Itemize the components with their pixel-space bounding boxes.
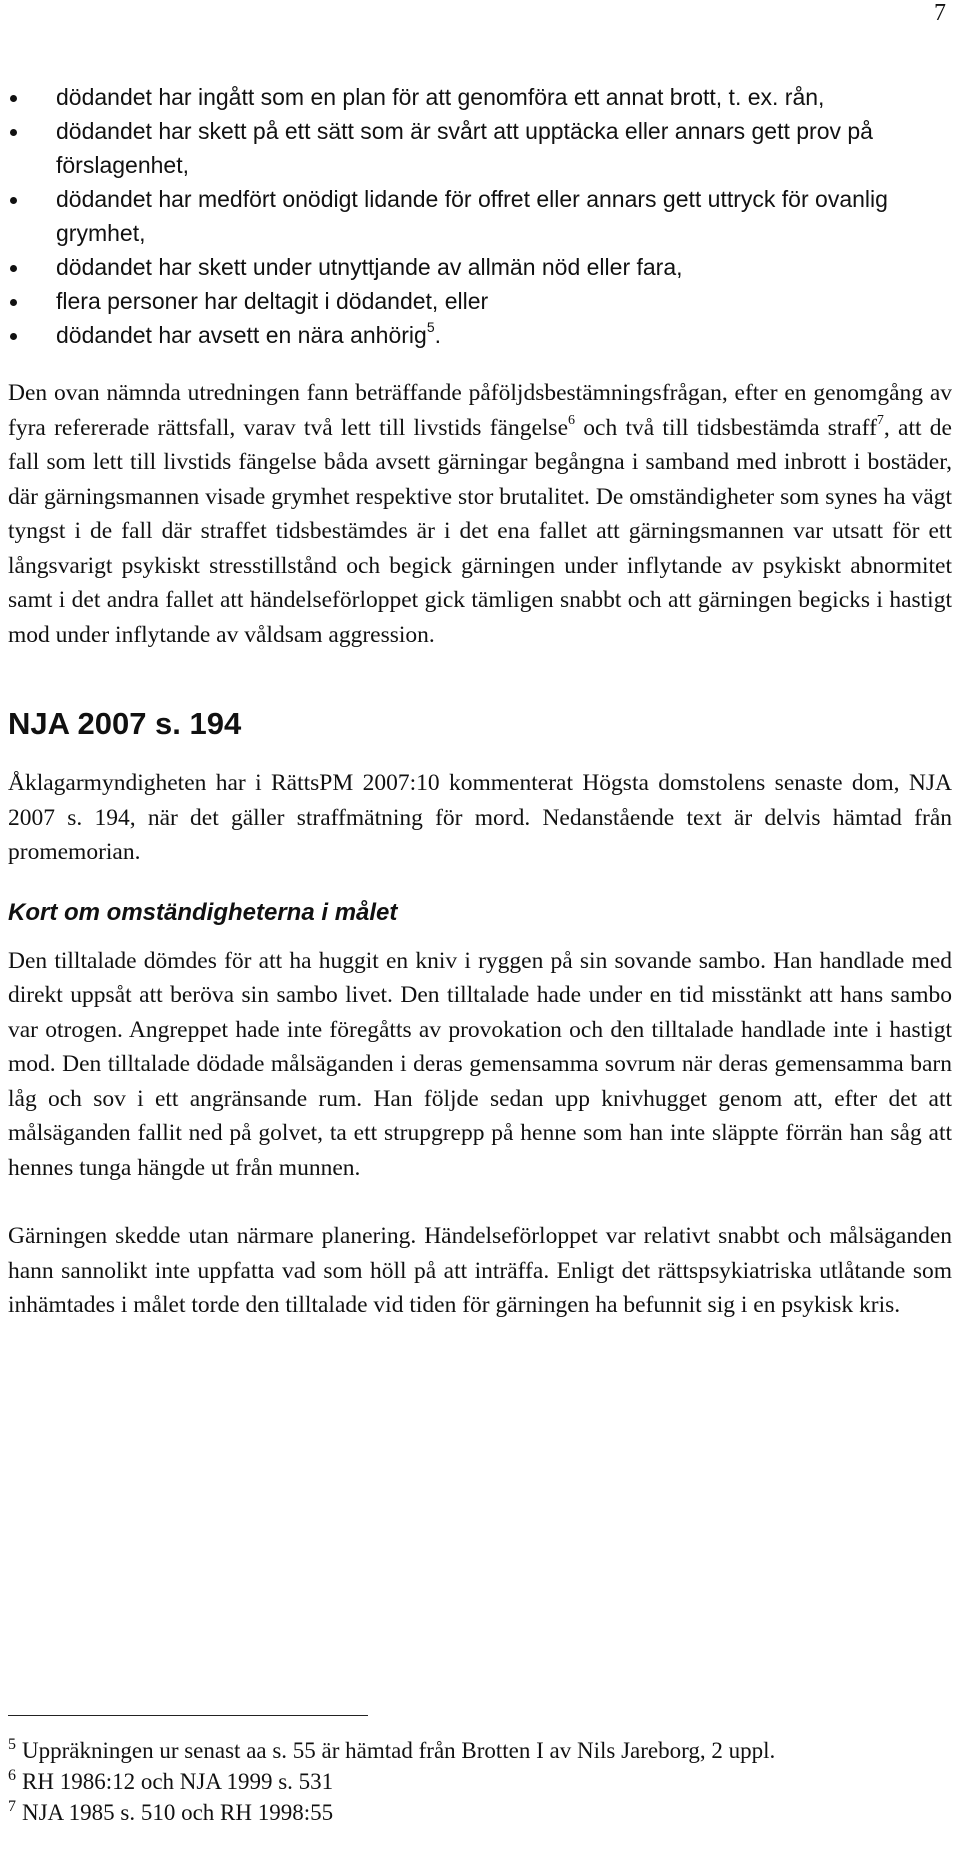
bullet-list: [8, 80, 952, 352]
footnote: $^5$ Uppräkningen ur senast aa s. 55 är hämtad från Brotten I av Nils Jareborg, 2 uppl.: [8, 1736, 776, 1763]
list-item: flera personer har deltagit i dödandet, eller: [8, 284, 952, 318]
list-item: dödandet har ingått som en plan för att genomföra ett annat brott, t. ex. rån,: [8, 80, 952, 114]
case-heading: NJA 2007 s. 194: [8, 706, 242, 741]
footnote-ref-6: 6: [568, 412, 575, 428]
list-item: dödandet har skett på ett sätt som är svårt att upptäcka eller annars gett prov på förslagenhet,: [8, 114, 952, 182]
page-number: 7: [934, 0, 946, 26]
section-subheading: Kort om omständigheterna i målet: [8, 898, 398, 926]
footnote-ref-5: 5: [426, 319, 435, 336]
footnote-divider: [8, 1715, 368, 1716]
footnotes: [8, 1735, 952, 1828]
footnote-ref-7: 7: [876, 412, 884, 428]
document-body: [8, 80, 952, 1323]
list-item: dödandet har skett under utnyttjande av allmän nöd eller fara,: [8, 250, 952, 284]
paragraph-verdict-analysis: Den ovan nämnda utredningen fann beträffande påföljdsbestämningsfrågan, efter en genomgång av fyra refererade rättsfall, varav två lett till livstids fängelse$^6$ och två till tidsbestämda straff$^7$, att de fall som lett till livstids fängelse båda avsett gärningar begångna i samband med inbrott i bostäder, där gärningsmannen visade grymhet respektive stor brutalitet. De omständigheter som synes ha vägt tyngst i de fall där straffet tidsbestämdes är i det ena fallet att gärningsmannen var utsatt för ett långsvarigt psykiskt stresstillstånd och begick gärningen under inflytande av psykiskt abnormitet samt i det andra fallet att händelseförloppet gick tämligen snabbt och att gärningen begicks i hastigt mod under inflytande av våldsam aggression.: [8, 380, 952, 648]
paragraph-planning: Gärningen skedde utan närmare planering. Händelseförloppet var relativt snabbt och målsäganden hann sannolikt inte uppfatta vad som höll på att inträffa. Enligt det rättspsykiatriska utlåtande som inhämtades i målet torde den tilltalade vid tiden för gärningen ha befunnit sig i en psykisk kris.: [8, 1223, 952, 1318]
list-item: dödandet har medfört onödigt lidande för offret eller annars gett uttryck för ovanlig grymhet,: [8, 182, 952, 250]
paragraph-circumstances: Den tilltalade dömdes för att ha huggit en kniv i ryggen på sin sovande sambo. Han handlade med direkt uppsåt att beröva sin sambo livet. Den tilltalade hade under en tid misstänkt att hans sambo var otrogen. Angreppet hade inte föregåtts av provokation och den tilltalade handlade inte i hastigt mod. Den tilltalade dödade målsäganden i deras gemensamma sovrum när deras gemensamma barn låg och sov i ett angränsande rum. Han följde sedan upp knivhugget genom att, efter det att målsäganden fallit ned på golvet, ta ett strupgrepp på henne som han inte släppte förrän han såg att hennes tunga hängde ut från munnen.: [8, 947, 952, 1181]
footnote: $^6$ RH 1986:12 och NJA 1999 s. 531: [8, 1767, 334, 1794]
footnote: $^7$ NJA 1985 s. 510 och RH 1998:55: [8, 1798, 334, 1825]
list-item: dödandet har avsett en nära anhörig$^5$.: [8, 318, 952, 352]
paragraph-intro: Åklagarmyndigheten har i RättsPM 2007:10 kommenterat Högsta domstolens senaste dom, NJA 2007 s. 194, när det gäller straffmätning för mord. Nedanstående text är delvis hämtad från promemorian.: [8, 770, 952, 865]
